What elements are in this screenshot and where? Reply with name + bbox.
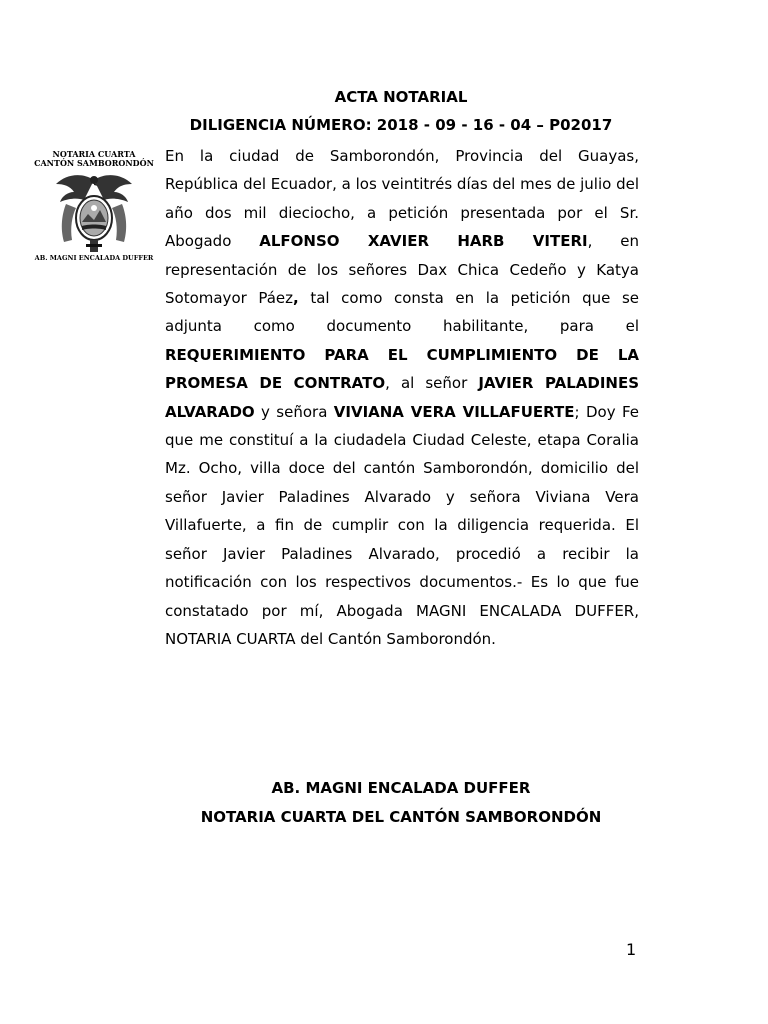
page-number: 1 bbox=[626, 940, 637, 959]
seal-header bbox=[34, 150, 154, 168]
petitioner-name: ALFONSO XAVIER HARB VITERI bbox=[259, 232, 588, 251]
body-text: y señora bbox=[254, 402, 334, 421]
seal-line-2: CANTÓN SAMBORONDÓN bbox=[34, 158, 154, 168]
document-title: ACTA NOTARIAL bbox=[334, 88, 468, 106]
signature-name: AB. MAGNI ENCALADA DUFFER bbox=[271, 779, 531, 797]
notary-seal bbox=[34, 150, 154, 268]
requirement-title: REQUERIMIENTO PARA EL CUMPLIMIENTO DE LA PROMESA DE CONTRATO bbox=[165, 345, 639, 393]
body-bold-comma: , bbox=[293, 289, 299, 308]
ecuador-coat-of-arms-icon bbox=[46, 170, 142, 254]
body-text: ; Doy Fe que me constituí a la ciudadela Ciudad Celeste, etapa Coralia Mz. Ocho, villa doce del cantón Samborondón, domicilio del señor Javier Paladines Alvarado y señora Viviana Vera Villafuerte, a fin de cumplir con la diligencia requerida. El señor Javier Paladines Alvarado, procedió a recibir la notificación con los respectivos documentos.- Es lo que fue constatado por mí, Abogada MAGNI ENCALADA DUFFER, NOTARIA CUARTA del Cantón Samborondón. bbox=[165, 402, 639, 648]
body-text: En la ciudad de Samborondón, Provincia del Guayas, República del Ecuador, a los veintitrés días del mes de julio del año dos mil dieciocho, a petición presentada por el Sr. Abogado bbox=[165, 147, 639, 251]
body-text: , al señor bbox=[385, 374, 479, 393]
seal-notary-name: AB. MAGNI ENCALADA DUFFER bbox=[34, 254, 154, 262]
respondent-2-name: VIVIANA VERA VILLAFUERTE bbox=[333, 402, 575, 421]
diligence-number: DILIGENCIA NÚMERO: 2018 - 09 - 16 - 04 – P02017 bbox=[189, 116, 613, 134]
respondent-1-name: JAVIER PALADINES ALVARADO bbox=[165, 374, 640, 421]
body-text: tal como consta en la petición que se adjunta como documento habilitante, para el bbox=[165, 289, 640, 336]
document-body bbox=[165, 142, 639, 653]
body-text: , en representación de los señores Dax Chica Cedeño y Katya Sotomayor Páez bbox=[165, 232, 639, 308]
signature-position: NOTARIA CUARTA DEL CANTÓN SAMBORONDÓN bbox=[200, 808, 602, 826]
seal-line-1: NOTARIA CUARTA bbox=[52, 149, 136, 159]
